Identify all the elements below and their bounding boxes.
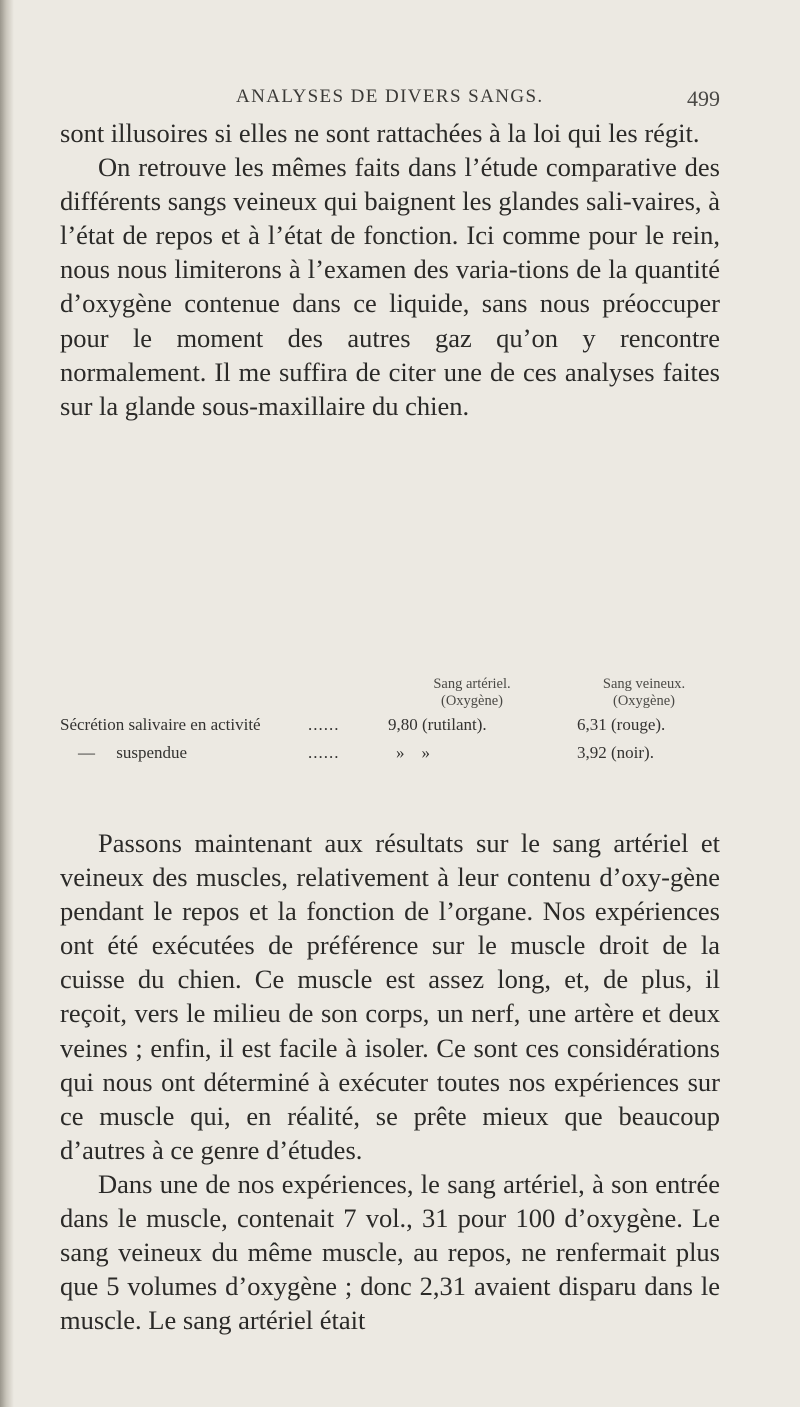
arterial-value: 9,80 (rutilant).: [388, 715, 487, 734]
body-text-top: [60, 116, 720, 423]
page-header: [60, 86, 720, 120]
running-head: ANALYSES DE DIVERS SANGS.: [236, 86, 544, 107]
paragraph-experiment: Dans une de nos expériences, le sang artériel, à son entrée dans le muscle, contenait 7 vol., 31 pour 100 d’oxygène. Le sang veineux du même muscle, au repos, ne renfermait plus que 5 volumes d’oxygène ; donc 2,31 avaient disparu dans le muscle. Le sang artériel était: [60, 1168, 720, 1336]
arterial-value: » »: [396, 743, 430, 762]
column-header-arterial: [382, 676, 562, 710]
leader-dots: ......: [308, 715, 340, 734]
body-text-bottom: [60, 826, 720, 1337]
page-edge-shadow: [0, 0, 14, 1407]
column-header-arterial-unit: (Oxygène): [440, 693, 503, 709]
table-row: [60, 743, 720, 769]
paragraph-salivary-glands: On retrouve les mêmes faits dans l’étude comparative des différents sangs veineux qui baignent les glandes sali-vaires, à l’état de repos et à l’état de fonction. Ici comme pour le rein, nous nous limiterons à l’examen des varia-tions de la quantité d’oxygène contenue dans ce liquide, sans nous préoccuper pour le moment des autres gaz qu’on y rencontre normalement. Il me suffira de citer une de ces analyses faites sur la glande sous-maxillaire du chien.: [60, 152, 720, 421]
paragraph-continuation: sont illusoires si elles ne sont rattachées à la loi qui les régit.: [60, 118, 700, 148]
row-label: — suspendue: [78, 743, 188, 762]
column-header-venous: [564, 676, 724, 710]
column-header-venous-unit: (Oxygène): [612, 693, 675, 709]
row-label: Sécrétion salivaire en activité: [60, 715, 261, 734]
venous-value: 3,92 (noir).: [577, 743, 654, 762]
column-header-venous-title: Sang veineux.: [602, 676, 686, 692]
paragraph-muscle-blood: Passons maintenant aux résultats sur le sang artériel et veineux des muscles, relativement à leur contenu d’oxy-gène pendant le repos et la fonction de l’organe. Nos expériences ont été exécutées de préférence sur le muscle droit de la cuisse du chien. Ce muscle est assez long, et, de plus, il reçoit, vers le milieu de son corps, un nerf, une artère et deux veines ; enfin, il est facile à isoler. Ce sont ces considérations qui nous ont déterminé à exécuter toutes nos expériences sur ce muscle qui, en réalité, se prête mieux que beaucoup d’autres à ce genre d’études.: [60, 828, 720, 1165]
page-number: 499: [687, 86, 720, 111]
venous-value: 6,31 (rouge).: [577, 715, 666, 734]
table-row: [60, 715, 720, 741]
leader-dots: ......: [308, 743, 340, 762]
column-header-arterial-title: Sang artériel.: [433, 676, 511, 692]
